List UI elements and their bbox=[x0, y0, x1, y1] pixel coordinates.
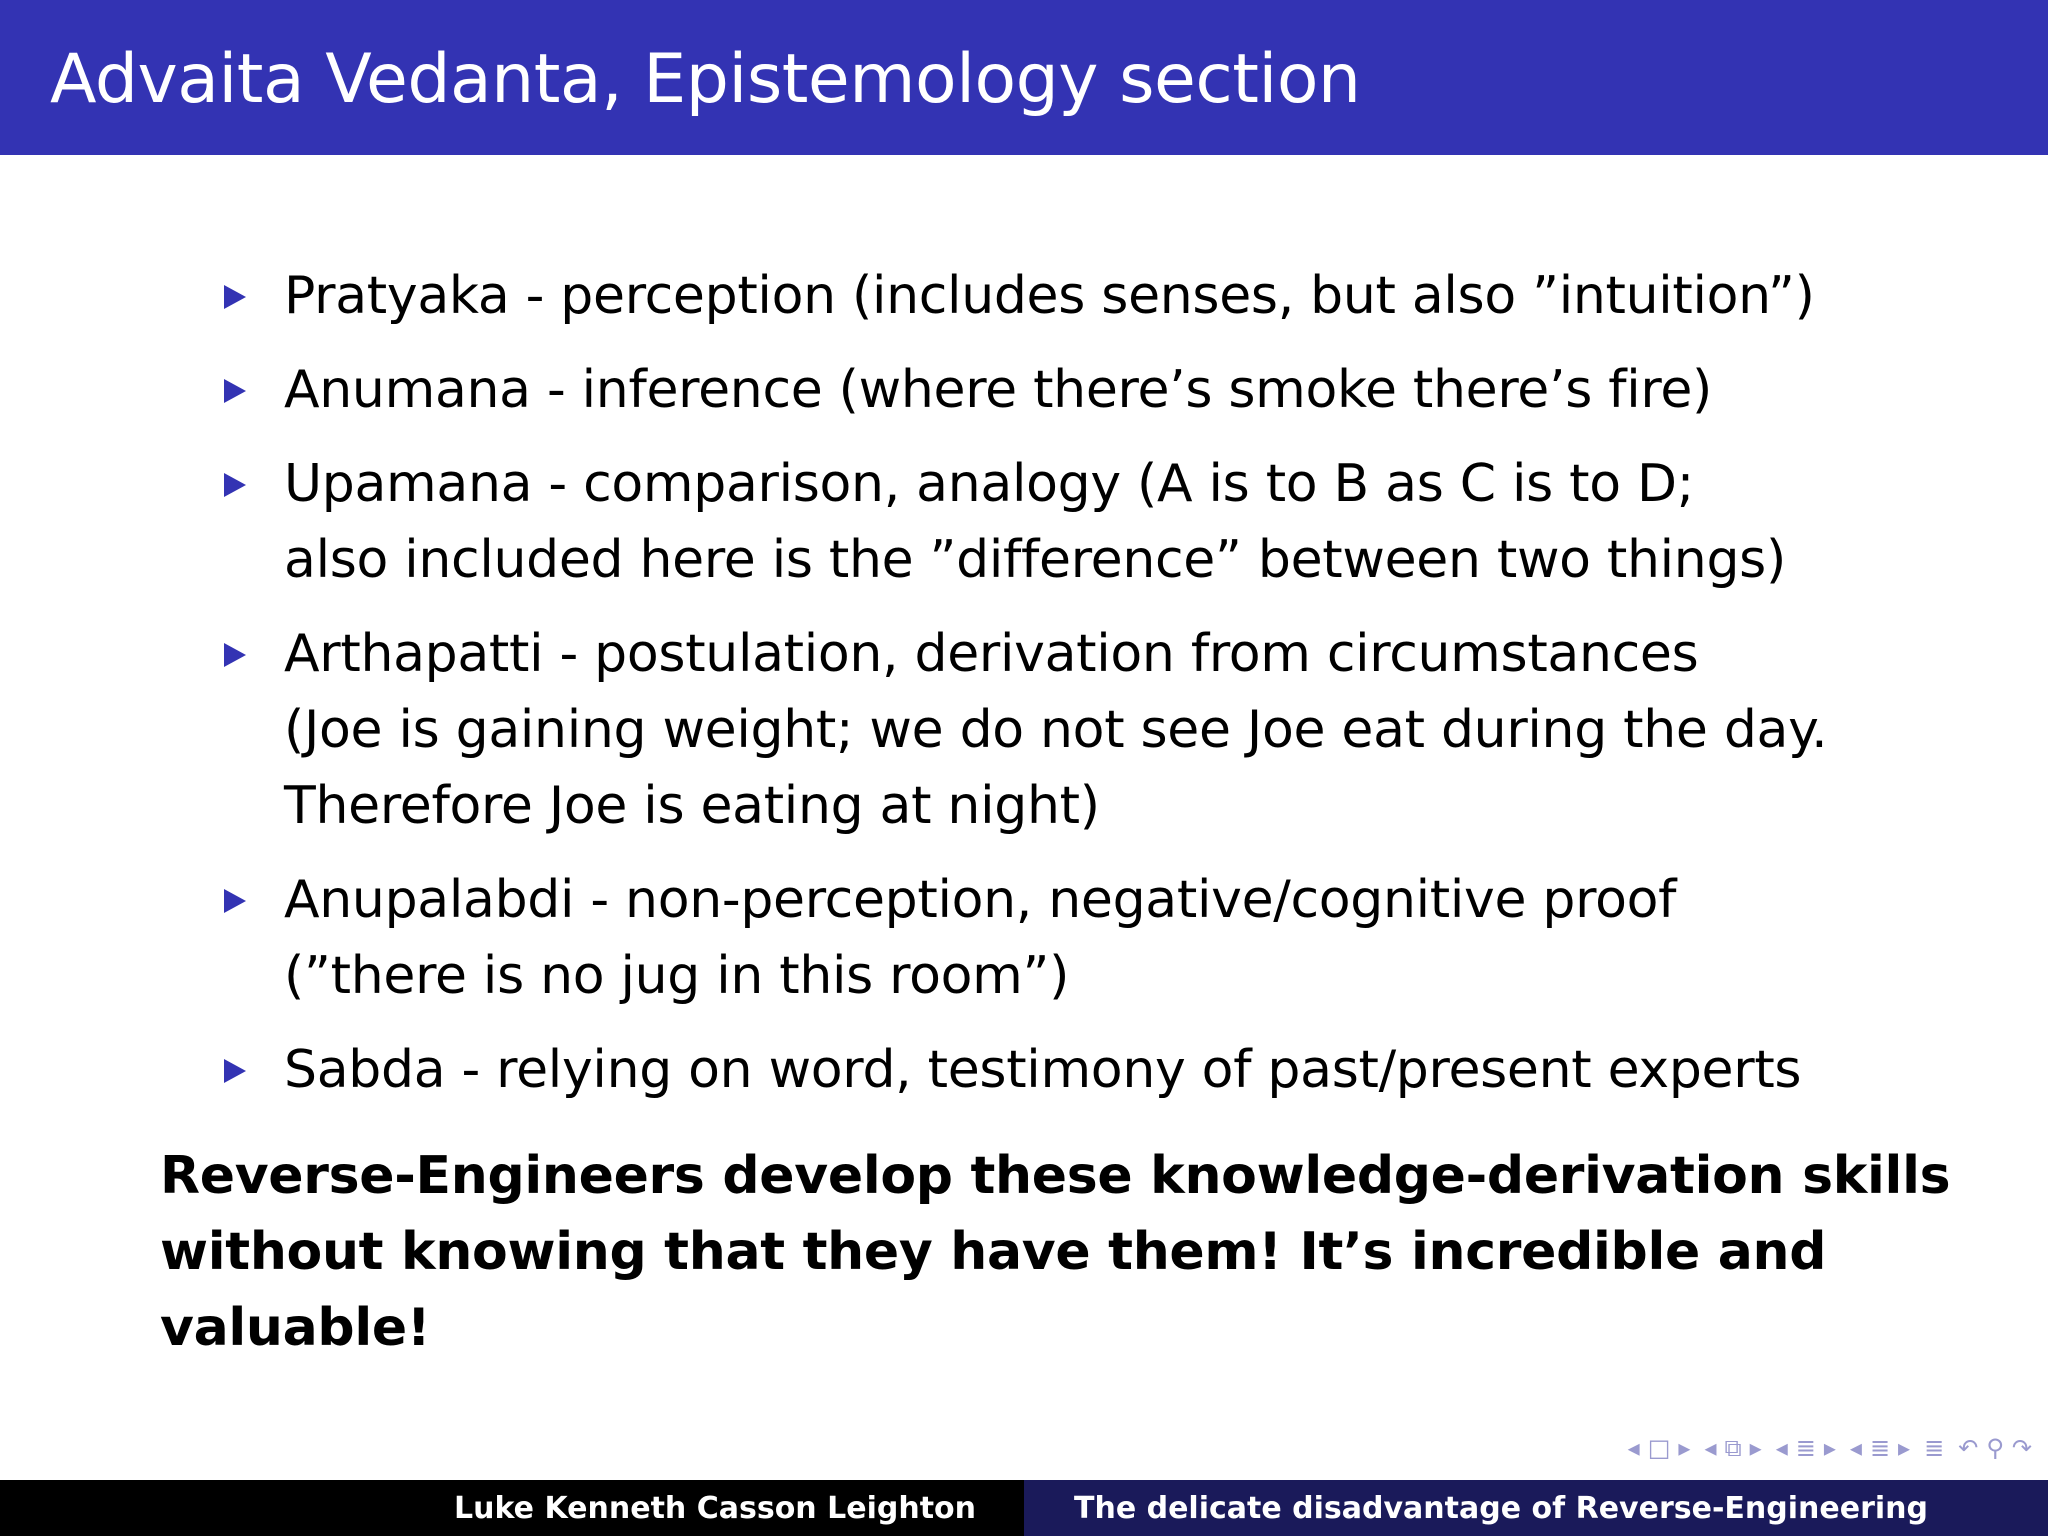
frame-next-icon[interactable]: ▸ bbox=[1749, 1434, 1762, 1462]
nav-group-search bbox=[1958, 1436, 2032, 1460]
bullet-item bbox=[218, 258, 1918, 334]
section-icon[interactable]: ≣ bbox=[1869, 1434, 1891, 1462]
subsection-icon[interactable]: ≣ bbox=[1795, 1434, 1816, 1462]
bullet-item bbox=[218, 616, 1918, 844]
slide-title-bar bbox=[0, 0, 2048, 155]
back-icon[interactable]: ↶ bbox=[1958, 1434, 1979, 1462]
footer-author: Luke Kenneth Casson Leighton bbox=[0, 1480, 1024, 1536]
forward-icon[interactable]: ↷ bbox=[2011, 1434, 2032, 1462]
frame-prev-icon[interactable]: ◂ bbox=[1704, 1434, 1717, 1462]
nav-group-section bbox=[1850, 1436, 1910, 1460]
section-prev-icon[interactable]: ◂ bbox=[1849, 1434, 1862, 1462]
beamer-navigation-bar bbox=[1322, 1430, 2032, 1466]
bullet-triangle-icon bbox=[224, 1059, 246, 1083]
bullet-triangle-icon bbox=[224, 643, 246, 667]
subsection-prev-icon[interactable]: ◂ bbox=[1775, 1434, 1788, 1462]
subsection-next-icon[interactable]: ▸ bbox=[1823, 1434, 1836, 1462]
slide-next-icon[interactable]: ▸ bbox=[1678, 1434, 1691, 1462]
bullet-item bbox=[218, 862, 1918, 1014]
bullet-triangle-icon bbox=[224, 379, 246, 403]
conclusion-line: Reverse-Engineers develop these knowledge-derivation skills bbox=[160, 1146, 1951, 1206]
nav-group-frame bbox=[1704, 1436, 1761, 1460]
bullet-text: Arthapatti - postulation, derivation from circumstances bbox=[284, 624, 1699, 684]
conclusion-text bbox=[160, 1138, 1960, 1366]
footer-talk-title: The delicate disadvantage of Reverse-Engineering bbox=[1024, 1480, 2048, 1536]
bullet-text: also included here is the ”difference” between two things) bbox=[284, 530, 1786, 590]
bullet-triangle-icon bbox=[224, 285, 246, 309]
nav-group-slide bbox=[1628, 1436, 1691, 1460]
bullet-text: Therefore Joe is eating at night) bbox=[284, 776, 1100, 836]
bullet-item bbox=[218, 1032, 1918, 1108]
section-next-icon[interactable]: ▸ bbox=[1898, 1434, 1911, 1462]
bullet-item bbox=[218, 352, 1918, 428]
bullet-text: Anupalabdi - non-perception, negative/cognitive proof bbox=[284, 870, 1677, 930]
conclusion-line: without knowing that they have them! It’s incredible and bbox=[160, 1222, 1827, 1282]
bullet-triangle-icon bbox=[224, 889, 246, 913]
slide-title: Advaita Vedanta, Epistemology section bbox=[50, 40, 1361, 119]
slide-icon[interactable]: □ bbox=[1647, 1434, 1671, 1462]
slide-prev-icon[interactable]: ◂ bbox=[1627, 1434, 1640, 1462]
bullet-text: (”there is no jug in this room”) bbox=[284, 946, 1070, 1006]
bullet-text: Pratyaka - perception (includes senses, but also ”intuition”) bbox=[284, 266, 1815, 326]
nav-group-toc bbox=[1924, 1436, 1944, 1460]
bullet-text: Upamana - comparison, analogy (A is to B as C is to D; bbox=[284, 454, 1694, 514]
bullet-text: Anumana - inference (where there’s smoke there’s fire) bbox=[284, 360, 1713, 420]
nav-group-subsection bbox=[1776, 1436, 1836, 1460]
toc-icon[interactable]: ≣ bbox=[1924, 1434, 1945, 1462]
frame-icon[interactable]: ⧉ bbox=[1724, 1434, 1742, 1462]
bullet-text: Sabda - relying on word, testimony of past/present experts bbox=[284, 1040, 1802, 1100]
bullet-list bbox=[218, 258, 1918, 1126]
search-icon[interactable]: ⚲ bbox=[1986, 1434, 2004, 1462]
bullet-item bbox=[218, 446, 1918, 598]
slide-footer bbox=[0, 1480, 2048, 1536]
bullet-triangle-icon bbox=[224, 473, 246, 497]
conclusion-line: valuable! bbox=[160, 1298, 431, 1358]
bullet-text: (Joe is gaining weight; we do not see Joe eat during the day. bbox=[284, 700, 1828, 760]
